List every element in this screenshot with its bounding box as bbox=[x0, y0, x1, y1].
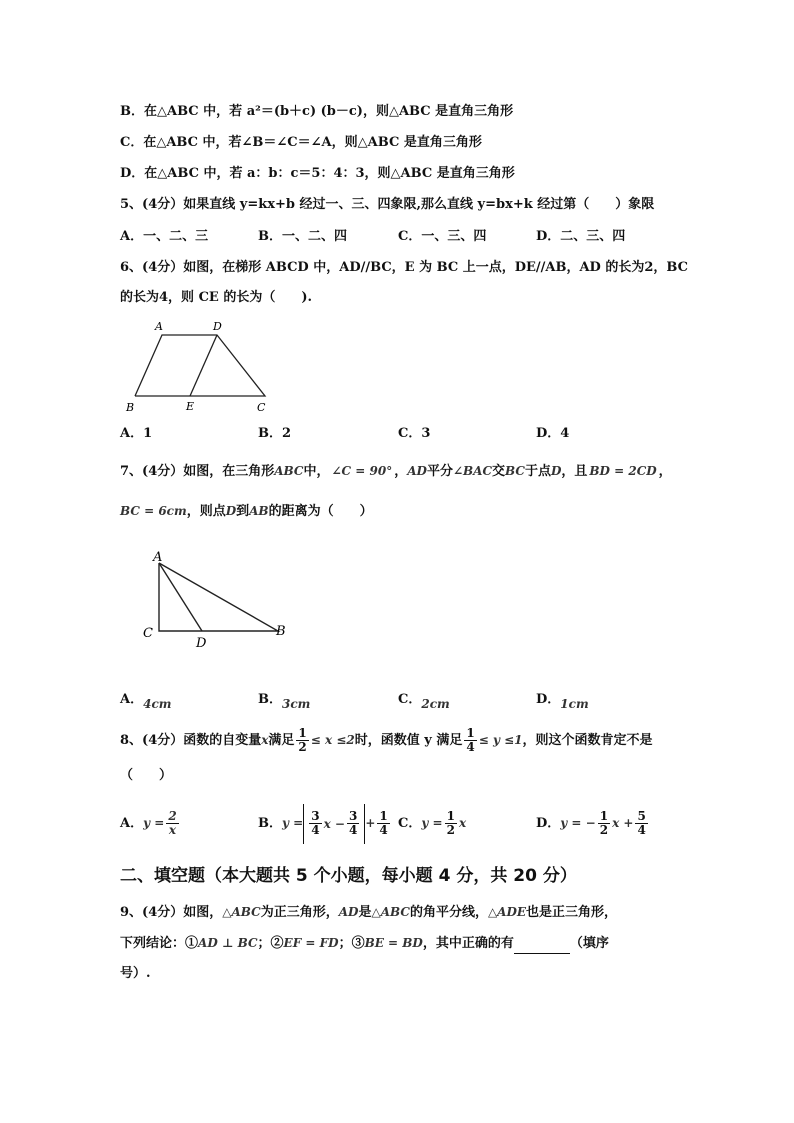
q7-text: ，则点 bbox=[186, 504, 226, 519]
q7-text: ， bbox=[394, 464, 408, 479]
label-d: D bbox=[213, 320, 222, 333]
q9-text: 为正三角形， bbox=[260, 905, 339, 920]
segment-de bbox=[190, 335, 217, 396]
option-label: B． bbox=[258, 816, 282, 831]
q7-text: 交 bbox=[492, 464, 506, 479]
math-triangle-abc: △ABC bbox=[222, 905, 261, 919]
trapezoid-figure bbox=[120, 318, 280, 418]
q7-option-c bbox=[398, 689, 450, 710]
math-y-eq: y = bbox=[421, 816, 443, 830]
q5-option-b: B．一、二、四 bbox=[258, 229, 347, 244]
math-ab: AB bbox=[249, 504, 269, 518]
q7-text: ， bbox=[658, 464, 672, 479]
numerator: 1 bbox=[379, 809, 388, 823]
label-b: B bbox=[276, 624, 286, 639]
numerator: 1 bbox=[298, 726, 307, 740]
q7-text: 的距离为（ ） bbox=[268, 504, 373, 519]
fraction bbox=[309, 810, 321, 837]
option-label: B． bbox=[258, 692, 282, 707]
q5-stem: 5、(4分）如果直线 y=kx+b 经过一、三、四象限,那么直线 y=bx+k 经过第（ ）象限 bbox=[120, 197, 655, 212]
q6-option-c: C．3 bbox=[398, 426, 431, 441]
q9-text: ，其中正确的有 bbox=[422, 936, 514, 951]
fraction bbox=[464, 727, 476, 754]
trapezoid-outline bbox=[135, 335, 265, 396]
answer-blank[interactable] bbox=[514, 939, 570, 954]
numerator: 1 bbox=[446, 809, 455, 823]
numerator: 1 bbox=[466, 726, 475, 740]
right-triangle-figure bbox=[140, 545, 300, 655]
math-bc-value: BC = 6cm bbox=[120, 504, 187, 518]
denominator: 4 bbox=[311, 823, 320, 837]
math-angle-bac: ∠BAC bbox=[452, 464, 493, 478]
option-label: A． bbox=[120, 816, 144, 831]
q7-stem-line2 bbox=[120, 501, 373, 522]
math-x: x bbox=[458, 816, 467, 830]
label-b: B bbox=[126, 401, 135, 414]
label-c: C bbox=[143, 626, 153, 641]
label-c: C bbox=[257, 401, 266, 414]
absolute-value bbox=[303, 804, 365, 844]
q9-stem-line1 bbox=[120, 902, 617, 923]
math-y-eq: y = bbox=[282, 816, 304, 830]
math-bc: BC bbox=[505, 464, 525, 478]
denominator: 2 bbox=[298, 740, 307, 754]
fraction bbox=[166, 810, 178, 837]
fraction bbox=[347, 810, 359, 837]
q7-text: 中， bbox=[303, 464, 330, 479]
q5-option-c: C．一、三、四 bbox=[398, 229, 487, 244]
option-value: 4cm bbox=[143, 697, 172, 711]
q9-text: 是 bbox=[358, 905, 372, 920]
q6-option-a: A．1 bbox=[120, 426, 153, 441]
section-2-title: 二、填空题（本大题共 5 个小题，每小题 4 分，共 20 分） bbox=[120, 866, 577, 886]
q4-option-d: D．在△ABC 中，若 a：b：c＝5：4：3，则△ABC 是直角三角形 bbox=[120, 166, 515, 181]
math-conclusion-3: BE = BD bbox=[364, 936, 423, 950]
math-triangle-abc: △ABC bbox=[371, 905, 410, 919]
denominator: 4 bbox=[637, 823, 646, 837]
q8-paren: （ ） bbox=[120, 768, 173, 783]
q8-option-b bbox=[258, 803, 392, 844]
label-a: A bbox=[155, 320, 163, 333]
math-y-eq: y = bbox=[143, 816, 165, 830]
q7-option-d bbox=[536, 689, 589, 710]
q9-text: ；③ bbox=[338, 936, 365, 951]
q7-text: 到 bbox=[236, 504, 250, 519]
denominator: 2 bbox=[599, 823, 609, 837]
option-label: C． bbox=[398, 692, 422, 707]
denominator: 4 bbox=[379, 823, 388, 837]
q4-option-c: C．在△ABC 中，若∠B＝∠C＝∠A，则△ABC 是直角三角形 bbox=[120, 135, 482, 150]
option-label: D． bbox=[536, 816, 561, 831]
segment-ad bbox=[159, 563, 202, 631]
q7-option-b bbox=[258, 689, 310, 710]
fraction bbox=[445, 810, 457, 837]
math-y-eq: y = − bbox=[560, 816, 596, 830]
triangle-abc bbox=[159, 563, 278, 631]
math-d: D bbox=[550, 464, 562, 478]
q7-option-a bbox=[120, 689, 171, 710]
q5-option-d: D．二、三、四 bbox=[536, 229, 626, 244]
option-value: 1cm bbox=[560, 697, 589, 711]
numerator: 5 bbox=[637, 809, 646, 823]
q7-text: 平分 bbox=[426, 464, 453, 479]
q9-text: ；② bbox=[257, 936, 284, 951]
label-a: A bbox=[153, 550, 163, 565]
q9-stem-line2 bbox=[120, 933, 609, 954]
denominator: 4 bbox=[348, 823, 358, 837]
math-x-plus: x + bbox=[612, 816, 634, 830]
q8-stem bbox=[120, 722, 653, 759]
q7-text: ，且 bbox=[561, 464, 588, 479]
math-abc: ABC bbox=[274, 464, 304, 478]
math-plus: + bbox=[365, 816, 376, 830]
q7-text: 7、(4分）如图，在三角形 bbox=[120, 464, 275, 479]
option-value: 3cm bbox=[282, 697, 311, 711]
q8-option-c bbox=[398, 803, 466, 844]
math-ad: AD bbox=[338, 905, 359, 919]
q8-text: ，则这个函数肯定不是 bbox=[522, 733, 653, 748]
denominator: 4 bbox=[466, 740, 475, 754]
option-label: A． bbox=[120, 692, 144, 707]
q8-option-a bbox=[120, 803, 181, 844]
q7-text: 于点 bbox=[524, 464, 551, 479]
label-e: E bbox=[186, 400, 195, 413]
option-label: D． bbox=[536, 692, 561, 707]
q9-text: 下列结论：① bbox=[120, 936, 199, 951]
q9-text: （填序 bbox=[569, 936, 609, 951]
q9-text: 9、(4分）如图， bbox=[120, 905, 223, 920]
math-ad: AD bbox=[407, 464, 427, 478]
label-d: D bbox=[196, 636, 207, 651]
numerator: 3 bbox=[348, 809, 358, 823]
math-x-minus: x − bbox=[323, 816, 345, 831]
numerator: 3 bbox=[311, 809, 320, 823]
numerator: 2 bbox=[168, 809, 177, 823]
math-d: D bbox=[225, 504, 237, 518]
math-conclusion-2: EF = FD bbox=[283, 936, 339, 950]
fraction bbox=[377, 810, 389, 837]
fraction bbox=[296, 727, 308, 754]
q4-option-b: B．在△ABC 中，若 a²＝(b＋c) (b－c)，则△ABC 是直角三角形 bbox=[120, 104, 514, 119]
math-bd-eq: BD = 2CD bbox=[589, 464, 657, 478]
math-angle-c: ∠C = 90° bbox=[331, 464, 393, 478]
q8-text: 8、(4分）函数的自变量 bbox=[120, 733, 262, 748]
denominator: 2 bbox=[446, 823, 455, 837]
math-range-x: ≤ x ≤2 bbox=[310, 733, 355, 747]
fraction bbox=[598, 810, 610, 837]
q9-text: 的角平分线， bbox=[409, 905, 488, 920]
q8-text: 时，函数值 y 满足 bbox=[354, 733, 463, 748]
option-value: 2cm bbox=[421, 697, 450, 711]
math-conclusion-1: AD ⊥ BC bbox=[198, 936, 258, 950]
q7-stem-line1 bbox=[120, 461, 672, 482]
q9-text: 也是正三角形， bbox=[526, 905, 618, 920]
q5-option-a: A．一、二、三 bbox=[120, 229, 209, 244]
math-triangle-ade: △ADE bbox=[487, 905, 527, 919]
q6-stem-line1: 6、(4分）如图，在梯形 ABCD 中，AD//BC，E 为 BC 上一点，DE//AB，AD 的长为2，BC bbox=[120, 260, 688, 275]
q9-stem-line3: 号）. bbox=[120, 966, 151, 981]
option-label: C． bbox=[398, 816, 422, 831]
q8-text: 满足 bbox=[268, 733, 295, 748]
q6-option-b: B．2 bbox=[258, 426, 292, 441]
math-x: x bbox=[261, 733, 269, 747]
q8-option-d bbox=[536, 803, 650, 844]
math-range-y: ≤ y ≤1 bbox=[478, 733, 523, 747]
q6-option-d: D．4 bbox=[536, 426, 570, 441]
fraction bbox=[635, 810, 647, 837]
numerator: 1 bbox=[599, 809, 609, 823]
denominator: x bbox=[168, 823, 177, 837]
q6-stem-line2: 的长为4，则 CE 的长为（ ). bbox=[120, 290, 313, 305]
